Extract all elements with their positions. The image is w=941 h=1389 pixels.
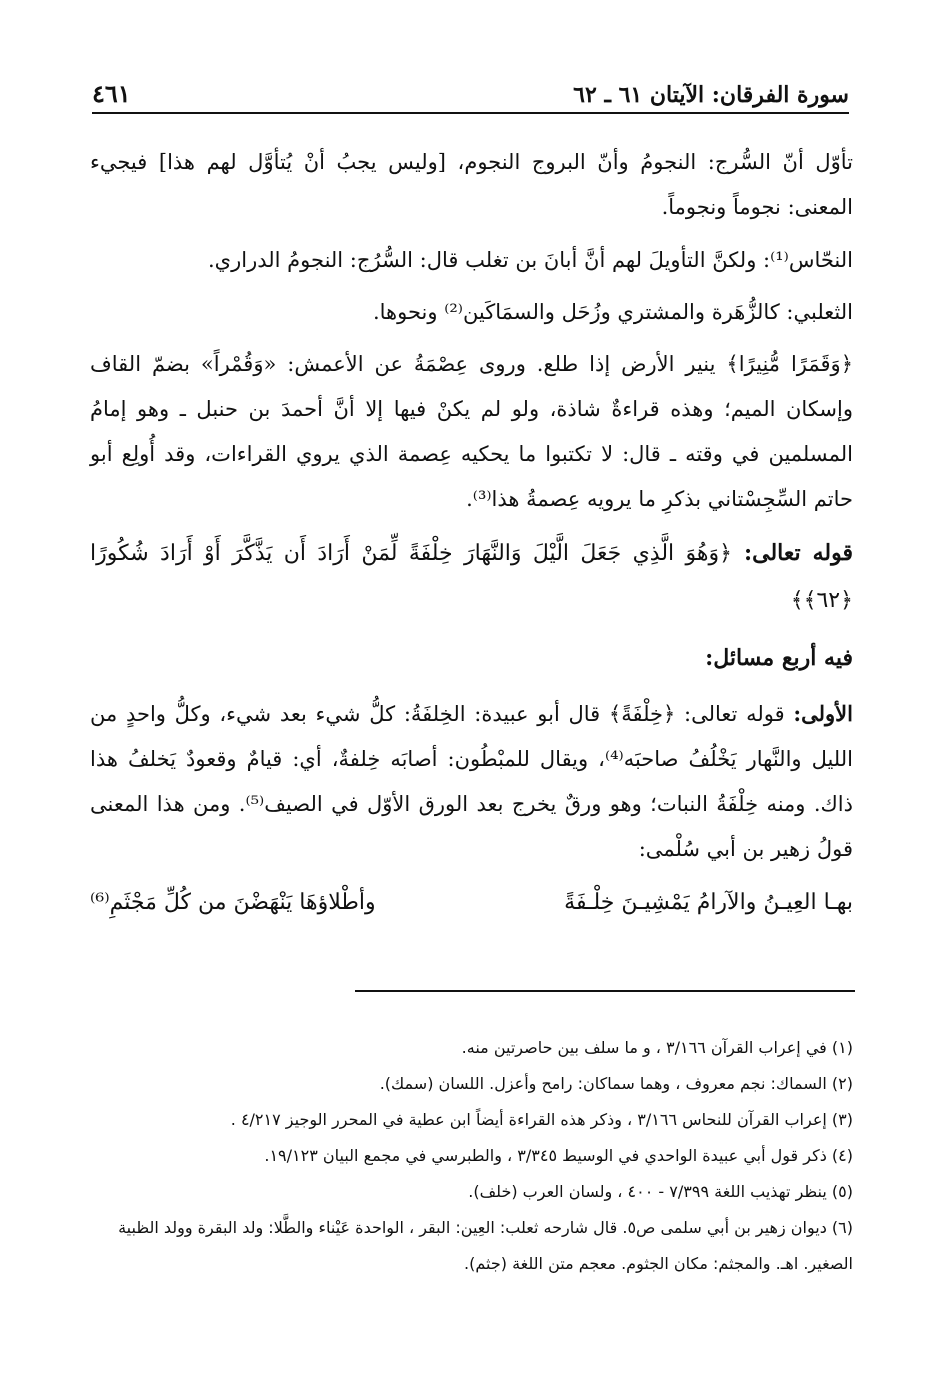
quran-verse: ﴿وَهُوَ الَّذِي جَعَلَ الَّيْلَ وَالنَّهَارَ خِلْفَةً لِّمَنْ أَرَادَ أَن يَذَّكَّرَ أَوْ أَرَادَ شُكُورًا ﴿٦٢﴾﴾ (90, 541, 853, 613)
poem-verse (90, 880, 853, 925)
paragraph: النحّاس⁽¹⁾: ولكنَّ التأويلَ لهم أنَّ أبانَ بن تغلب قال: السُّرُج: النجومُ الدراري. (208, 248, 853, 272)
footnote: (٥) ينظر تهذيب اللغة ٧/٣٩٩ - ٤٠٠ ، ولسان العرب (خلف). (468, 1182, 853, 1201)
verse-label: قوله تعالى: (744, 540, 853, 566)
footnote: (٣) إعراب القرآن للنحاس ٣/١٦٦ ، وذكر هذه القراءة أيضاً ابن عطية في المحرر الوجيز ٤/٢١٧ . (230, 1110, 853, 1129)
running-header (92, 68, 849, 114)
surah-title: سورة الفرقان: الآيتان ٦١ ـ ٦٢ (573, 82, 849, 108)
footnote: (٦) ديوان زهير بن أبي سلمى ص٥. قال شارحه ثعلب: العِين: البقر ، الواحدة عَيْناء والطَّلا: ولد البقرة وولد الظبية الصغير. اهـ. والمجثم: مكان الجثوم. معجم متن اللغة (جثم). (118, 1218, 853, 1273)
section-title: فيه أربع مسائل: (705, 645, 853, 671)
paragraph: ﴿وَقَمَرًا مُّنِيرًا﴾ ينير الأرض إذا طلع. وروى عِصْمَةُ عن الأعمش: «وَقُمْراً» بضمّ القاف وإسكان الميم؛ وهذه قراءةٌ شاذة، ولو لم يكنْ فيها إلا أنَّ أحمدَ بن حنبل ـ وهو إمامُ المسلمين في وقته ـ قال: لا تكتبوا ما يحكيه عِصمة الذي يروي القراءات، وقد أُولِع أبو حاتم السِّجِسْتاني بذكرِ ما يرويه عِصمةُ هذا⁽³⁾. (90, 352, 853, 511)
main-text (90, 140, 853, 925)
footnote: (٤) ذكر قول أبي عبيدة الواحدي في الوسيط ٣/٣٤٥ ، والطبرسي في مجمع البيان ١٩/١٢٣. (264, 1146, 853, 1165)
poem-hemistich-right: بهـا العِيـنُ والآرامُ يَمْشِيـنَ خِلْـفَةً (564, 890, 853, 915)
footnote: (٢) السماك: نجم معروف ، وهما سماكان: رامح وأعزل. اللسان (سمك). (379, 1074, 853, 1093)
footnote-divider (355, 990, 855, 992)
paragraph (90, 691, 853, 872)
poem-hemistich-left: وأطْلاؤهَا يَنْهَضْنَ من كُلِّ مَجْثَمِ⁽⁶⁾ (90, 890, 376, 915)
paragraph: الثعلبي: كالزُّهَرة والمشتري وزُحَل والسمَاكَين⁽²⁾ ونحوها. (372, 300, 853, 324)
footnote: (١) في إعراب القرآن ٣/١٦٦ ، و ما سلف بين حاصرتين منه. (461, 1038, 853, 1057)
verse-heading (90, 530, 853, 624)
footnotes (90, 1030, 853, 1282)
page-number: ٤٦١ (92, 79, 131, 108)
paragraph: تأوّل أنّ السُّرج: النجومُ وأنّ البروج النجوم، [وليس يجبُ أنْ يُتأوَّل لهم هذا] فيجيء المعنى: نجوماً ونجوماً. (90, 150, 853, 219)
issue-text: قوله تعالى: ﴿خِلْفَةً﴾ قال أبو عبيدة: الخِلفَةُ: كلُّ شيء بعد شيء، وكلُّ واحدٍ من الليل والنَّهار يَخْلُفُ صاحبَه⁽⁴⁾، ويقال للمبْطُون: أصابَه خِلفةٌ، أي: قيامٌ وقعودٌ يَخلفُ هذا ذاك. ومنه خِلْفَةُ النبات؛ وهو ورقٌ يخرج بعد الورق الأوّل في الصيف⁽⁵⁾. ومن هذا المعنى قولُ زهير بن أبي سُلْمى: (90, 702, 853, 861)
issue-label: الأولى: (793, 701, 853, 726)
